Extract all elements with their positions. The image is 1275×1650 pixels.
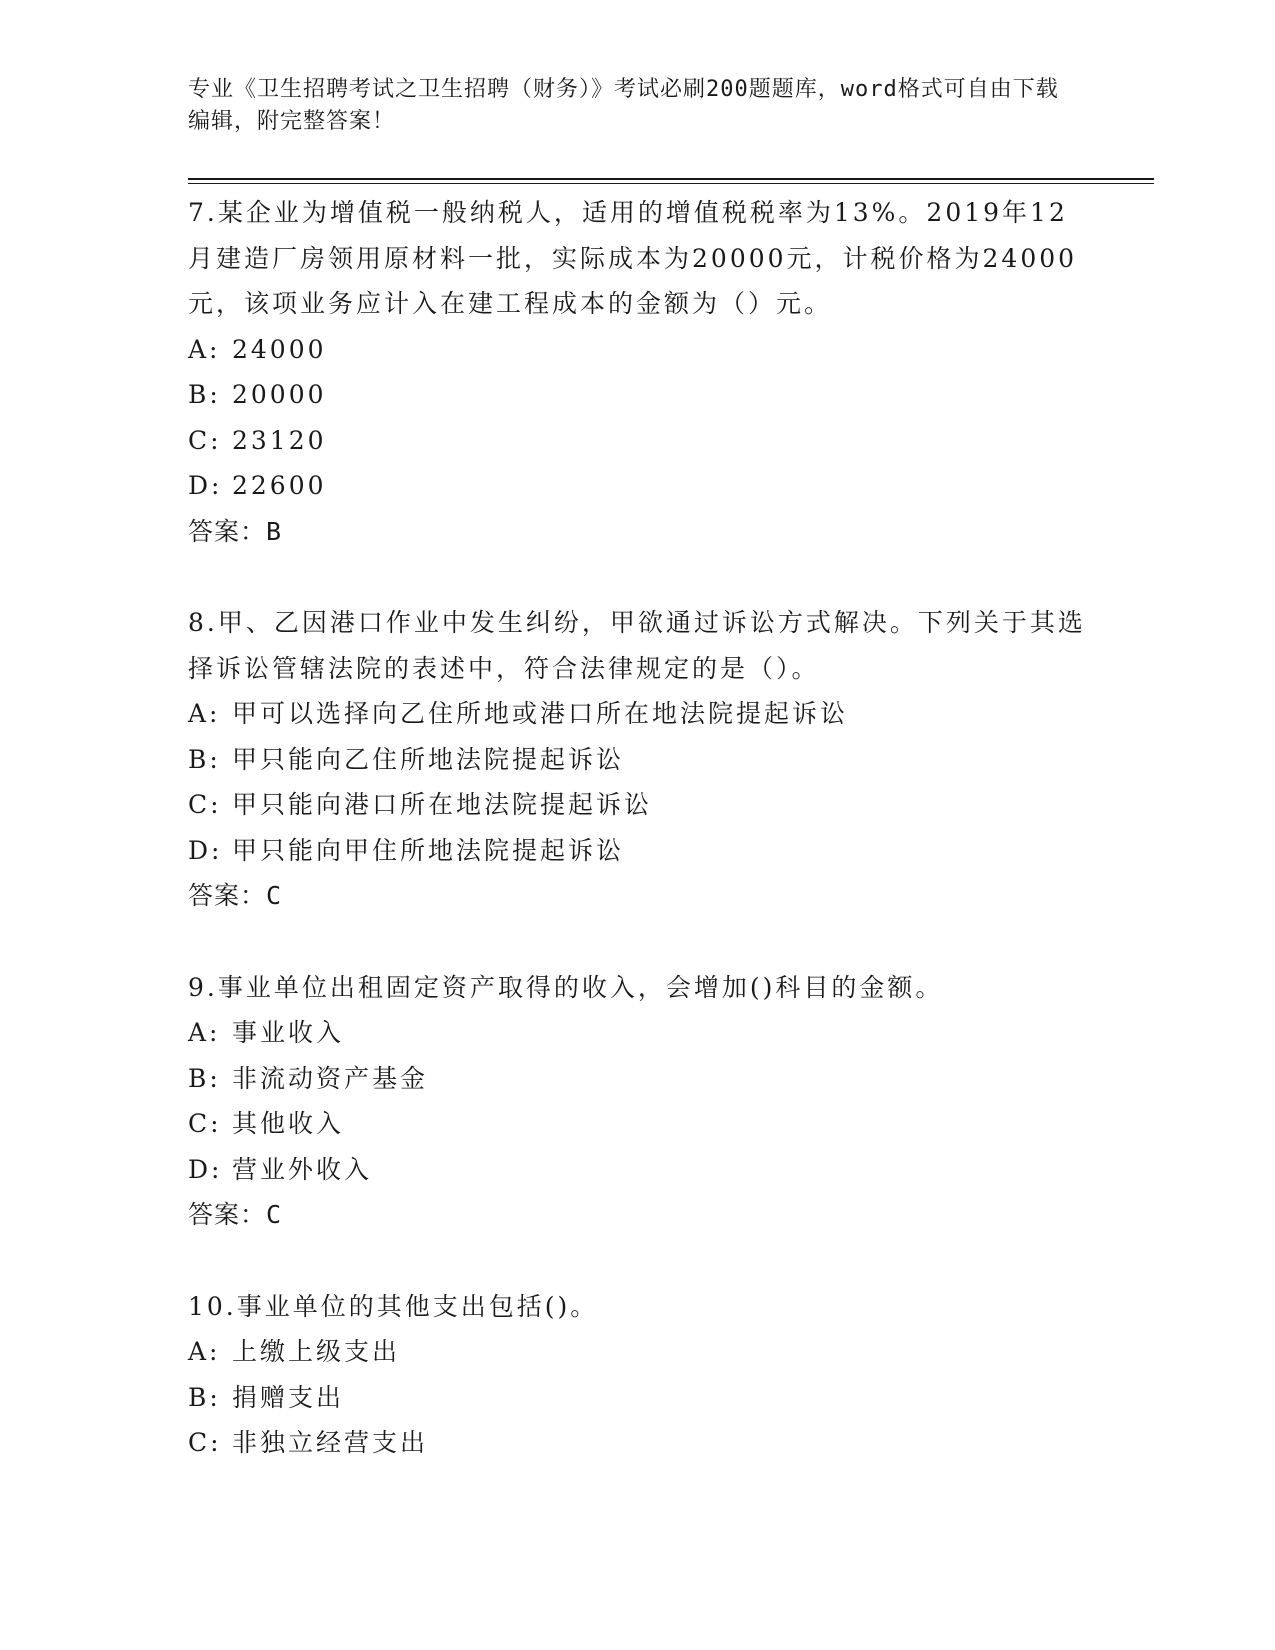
option-letter: C: [188,1428,222,1457]
option-c [188,782,1088,828]
question-body: 事业单位出租固定资产取得的收入，会增加()科目的金额。 [217,972,944,1002]
question-text [188,190,1088,327]
option-letter: A: [188,334,221,364]
question-body: 某企业为增值税一般纳税人，适用的增值税税率为13%。2019年12月建造厂房领用原材料一批，实际成本为20000元，计税价格为24000元，该项业务应计入在建工程成本的金额为（）元。 [188,198,1078,318]
option-letter: B: [188,1382,221,1412]
option-text: 上缴上级支出 [232,1337,401,1366]
question-text [188,1284,1088,1330]
option-list [188,327,1088,509]
option-c [188,418,1088,464]
question-list [188,190,1088,1512]
question-10 [188,1284,1088,1466]
question-number: 7. [188,198,218,227]
question-text [188,600,1088,691]
option-list [188,691,1088,873]
option-letter: B: [188,1063,221,1093]
option-text: 甲只能向甲住所地法院提起诉讼 [232,835,625,865]
option-text: 非独立经营支出 [232,1428,429,1457]
question-body: 甲、乙因港口作业中发生纠纷，甲欲通过诉讼方式解决。下列关于其选择诉讼管辖法院的表述中，符合法律规定的是（）。 [188,608,1086,683]
option-text: 其他收入 [232,1109,345,1138]
question-number: 10. [188,1291,237,1321]
option-d [188,463,1088,509]
option-d [188,828,1088,874]
option-letter: B: [188,380,221,409]
option-list [188,1329,1088,1466]
question-number: 9. [188,972,218,1002]
answer-line: 答案：B [188,516,283,546]
option-text: 甲可以选择向乙住所地或港口所在地法院提起诉讼 [232,699,849,728]
question-number: 8. [188,608,218,637]
option-b [188,1375,1088,1421]
option-text: 事业收入 [232,1018,345,1047]
header-divider-thin [188,183,1154,184]
answer-line: 答案：C [188,1200,283,1229]
header-divider-thick [188,178,1154,180]
option-list [188,1010,1088,1192]
answer-line: 答案：C [188,881,283,910]
question-9 [188,965,1088,1238]
option-c [188,1101,1088,1147]
question-8 [188,600,1088,919]
option-a [188,1329,1088,1375]
option-b [188,1056,1088,1102]
option-a [188,327,1088,373]
option-a [188,691,1088,737]
option-letter: A: [188,1018,221,1047]
question-text [188,965,1088,1011]
question-body: 事业单位的其他支出包括()。 [236,1291,599,1321]
option-a [188,1010,1088,1056]
question-7 [188,190,1088,554]
option-letter: A: [188,699,221,728]
option-text: 捐赠支出 [232,1382,345,1412]
option-b [188,737,1088,783]
option-text: 非流动资产基金 [232,1063,429,1093]
option-d [188,1147,1088,1193]
option-c [188,1420,1088,1466]
document-header: 专业《卫生招聘考试之卫生招聘（财务）》考试必刷200题题库，word格式可自由下载编辑，附完整答案！ [188,77,1059,134]
option-letter: D: [188,471,223,500]
option-letter: C: [188,1109,222,1138]
option-text: 20000 [232,380,327,409]
option-letter: D: [188,835,223,865]
option-letter: D: [188,1154,223,1184]
option-letter: C: [188,425,222,455]
option-text: 营业外收入 [232,1154,373,1184]
option-text: 甲只能向乙住所地法院提起诉讼 [232,744,625,774]
option-text: 22600 [232,471,327,500]
option-text: 23120 [232,425,327,455]
option-letter: B: [188,744,221,774]
option-letter: C: [188,790,222,819]
option-text: 甲只能向港口所在地法院提起诉讼 [232,790,653,819]
option-b [188,372,1088,418]
option-letter: A: [188,1337,221,1366]
option-text: 24000 [232,334,327,364]
